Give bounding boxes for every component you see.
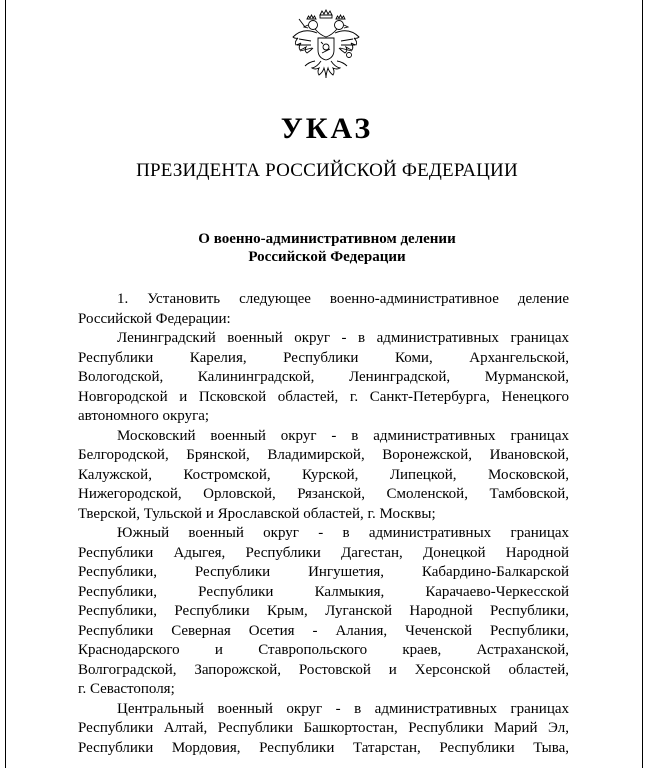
body-line: Волгоградской, Запорожской, Ростовской и Херсонской областей, xyxy=(78,661,569,678)
body-line: Новгородской и Псковской областей, г. Санкт-Петербурга, Ненецкого xyxy=(78,388,569,405)
body-line: Республики Северная Осетия - Алания, Чеченской Республики, xyxy=(78,622,569,639)
body-line: Нижегородской, Орловской, Рязанской, Смоленской, Тамбовской, xyxy=(78,486,569,502)
body-line: Республики Мордовия, Республики Татарстан, Республики Тыва, xyxy=(78,739,569,756)
decree-title: УКАЗ xyxy=(280,112,374,145)
body-line: Республики, Республики Крым, Луганской Народной Республики, xyxy=(78,603,569,619)
heading-line: О военно-административном делении xyxy=(198,231,456,247)
body-line: Калужской, Костромской, Курской, Липецкой, Московской, xyxy=(78,466,569,483)
body-line: Республики Карелия, Республики Коми, Архангельской, xyxy=(78,349,569,366)
body-line: Южный военный округ - в административных границах xyxy=(117,525,569,541)
body-line: Московский военный округ - в административных границах xyxy=(117,427,569,444)
body-line: Вологодской, Калининградской, Ленинградской, Мурманской, xyxy=(78,369,569,385)
body-line: г. Севастополя; xyxy=(78,681,175,697)
body-line: Белгородской, Брянской, Владимирской, Воронежской, Ивановской, xyxy=(78,447,569,463)
decree-heading xyxy=(0,230,654,266)
body-line: Республики Алтай, Республики Башкортостан, Республики Марий Эл, xyxy=(78,720,569,736)
body-line: автономного округа; xyxy=(78,408,210,424)
decree-subtitle: ПРЕЗИДЕНТА РОССИЙСКОЙ ФЕДЕРАЦИИ xyxy=(136,160,518,181)
body-line: Краснодарского и Ставропольского краев, Астраханской, xyxy=(78,642,569,658)
body-line: Республики Адыгея, Республики Дагестан, Донецкой Народной xyxy=(78,544,569,561)
decree-body xyxy=(78,290,569,758)
body-line: Тверской, Тульской и Ярославской областей, г. Москвы; xyxy=(78,505,436,522)
coat-of-arms-icon xyxy=(287,5,365,93)
body-line: Республики, Республики Ингушетия, Кабардино-Балкарской xyxy=(78,564,569,580)
body-line: Ленинградский военный округ - в административных границах xyxy=(117,330,569,346)
body-line: Российской Федерации: xyxy=(78,310,231,327)
heading-line: Российской Федерации xyxy=(248,249,406,265)
body-line: 1. Установить следующее военно-административное деление xyxy=(117,291,569,307)
body-line: Республики, Республики Калмыкия, Карачаево-Черкесской xyxy=(78,583,569,600)
body-line: Центральный военный округ - в административных границах xyxy=(117,700,569,717)
